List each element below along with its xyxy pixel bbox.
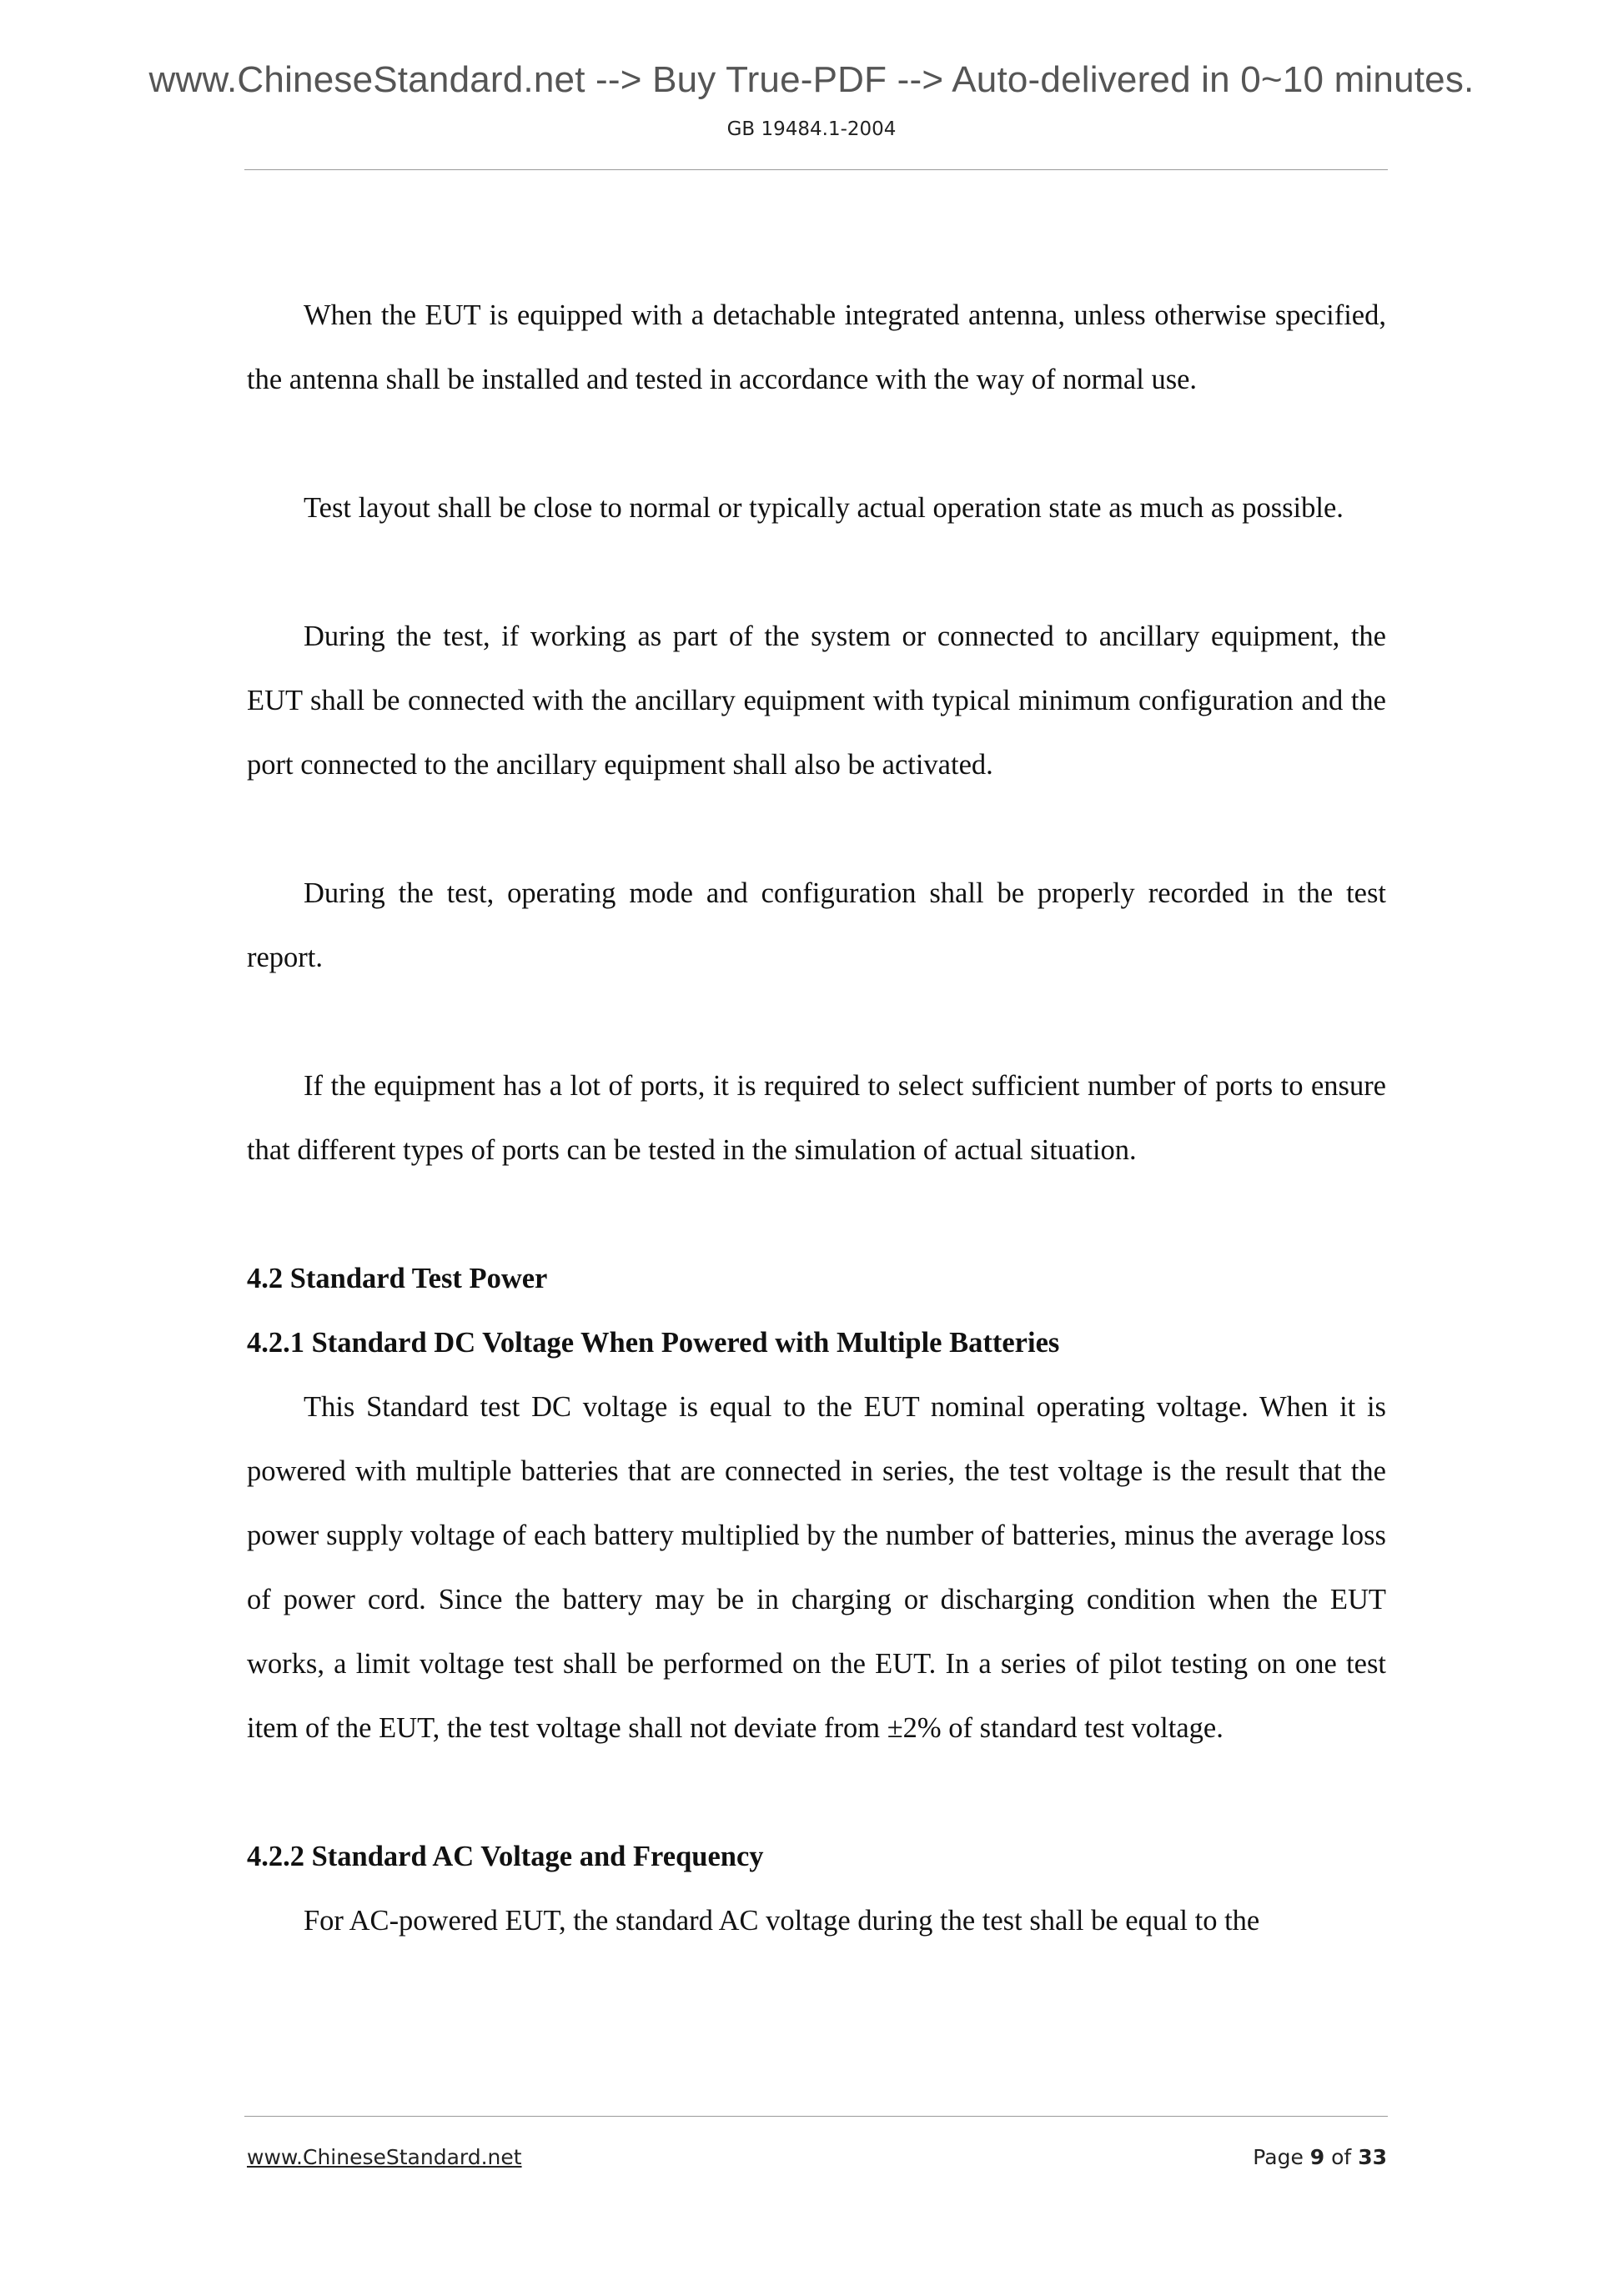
paragraph-operating-mode: During the test, operating mode and configuration shall be properly recorded in the test report.	[247, 877, 1386, 973]
paragraph-dc-voltage: This Standard test DC voltage is equal to the EUT nominal operating voltage. When it is powered with multiple batteries that are connected in series, the test voltage is the result that the power supply voltage of each battery multiplied by the number of batteries, minus the average loss of power cord. Since the battery may be in charging or discharging condition when the EUT works, a limit voltage test shall be performed on the EUT. In a series of pilot testing on one test item of the EUT, the test voltage shall not deviate from ±2% of standard test voltage.	[247, 1391, 1386, 1744]
paragraph-ancillary-equipment: During the test, if working as part of the system or connected to ancillary equipment, the EUT shall be connected with the ancillary equipment with typical minimum configuration and the port connected to the ancillary equipment shall also be activated.	[247, 620, 1386, 781]
section-heading-4-2-1: 4.2.1 Standard DC Voltage When Powered with Multiple Batteries	[247, 1327, 1060, 1359]
footer-site-link[interactable]: www.ChineseStandard.net	[247, 2145, 522, 2169]
section-heading-4-2-2: 4.2.2 Standard AC Voltage and Frequency	[247, 1841, 764, 1872]
document-body	[247, 284, 1386, 1953]
header-divider	[244, 169, 1388, 170]
page-indicator	[1253, 2147, 1387, 2168]
page-current: 9	[1309, 2145, 1325, 2169]
page-of-label: of	[1331, 2145, 1352, 2169]
section-heading-4-2: 4.2 Standard Test Power	[247, 1263, 548, 1294]
standard-code: GB 19484.1-2004	[726, 118, 897, 140]
paragraph-ac-voltage: For AC-powered EUT, the standard AC voltage during the test shall be equal to the	[304, 1905, 1260, 1937]
page-label: Page	[1253, 2145, 1304, 2169]
site-banner[interactable]: www.ChineseStandard.net --> Buy True-PDF --> Auto-delivered in 0~10 minutes.	[148, 59, 1475, 100]
paragraph-ports: If the equipment has a lot of ports, it is required to select sufficient number of ports to ensure that different types of ports can be tested in the simulation of actual situation.	[247, 1070, 1386, 1166]
paragraph-test-layout: Test layout shall be close to normal or typically actual operation state as much as possible.	[304, 492, 1344, 524]
page-total: 33	[1358, 2145, 1387, 2169]
footer-divider	[244, 2116, 1388, 2117]
paragraph-antenna: When the EUT is equipped with a detachable integrated antenna, unless otherwise specified, the antenna shall be installed and tested in accordance with the way of normal use.	[247, 299, 1386, 395]
